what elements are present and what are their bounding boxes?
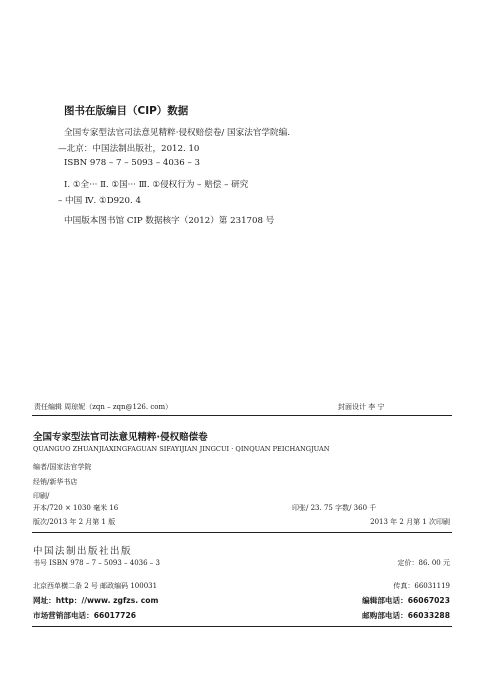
cip-line-record: 中国版本图书馆 CIP 数据核字（2012）第 231708 号 xyxy=(64,216,275,226)
cip-line-publisher: —北京：中国法制出版社，2012. 10 xyxy=(58,144,200,154)
responsible-editor: 责任编辑 周琼妮（zqn – zqn@126. com） xyxy=(34,403,173,411)
website: 网址：http：//www. zgfzs. com xyxy=(33,596,159,605)
mail-order-phone: 邮购部电话：66033288 xyxy=(362,611,450,620)
publisher-isbn: 书号 ISBN 978 – 7 – 5093 – 4036 – 3 xyxy=(33,559,160,567)
cip-line-classification: – 中国 Ⅳ. ①D920. 4 xyxy=(58,196,141,206)
address: 北京西单横二条 2 号 邮政编码 100031 xyxy=(33,582,158,590)
top-divider xyxy=(32,415,452,416)
compiler: 编者/国家法官学院 xyxy=(33,463,92,471)
format: 开本/720 × 1030 毫米 16 xyxy=(33,504,119,512)
cip-line-subjects: Ⅰ. ①全··· Ⅱ. ①国··· Ⅲ. ①侵权行为 – 赔偿 – 研究 xyxy=(64,180,249,190)
bottom-divider xyxy=(32,626,452,627)
cover-designer: 封面设计 李 宁 xyxy=(338,403,385,411)
book-title: 全国专家型法官司法意见精粹·侵权赔偿卷 xyxy=(33,432,208,443)
marketing-phone: 市场营销部电话：66017726 xyxy=(33,611,137,620)
cip-line-title: 全国专家型法官司法意见精粹·侵权赔偿卷/ 国家法官学院编. xyxy=(64,128,290,138)
editorial-phone: 编辑部电话：66067023 xyxy=(362,596,450,605)
distributor: 经销/新华书店 xyxy=(33,478,78,486)
fax: 传真：66031119 xyxy=(393,582,450,590)
publisher-name: 中国法制出版社出版 xyxy=(33,546,133,557)
price: 定价：86. 00 元 xyxy=(397,559,450,567)
edition: 版次/2013 年 2 月第 1 版 xyxy=(33,518,116,526)
middle-divider xyxy=(32,532,452,533)
cip-line-isbn: ISBN 978 – 7 – 5093 – 4036 – 3 xyxy=(64,158,200,168)
printer: 印刷/ xyxy=(33,492,50,500)
print-sheets: 印张/ 23. 75 字数/ 360 千 xyxy=(292,504,377,512)
book-title-pinyin: QUANGUO ZHUANJIAXINGFAGUAN SIFAYIJIAN JINGCUI · QINQUAN PEICHANGJUAN xyxy=(33,445,330,453)
printing: 2013 年 2 月第 1 次印刷 xyxy=(370,518,450,526)
cip-heading: 图书在版编目（CIP）数据 xyxy=(64,105,189,117)
